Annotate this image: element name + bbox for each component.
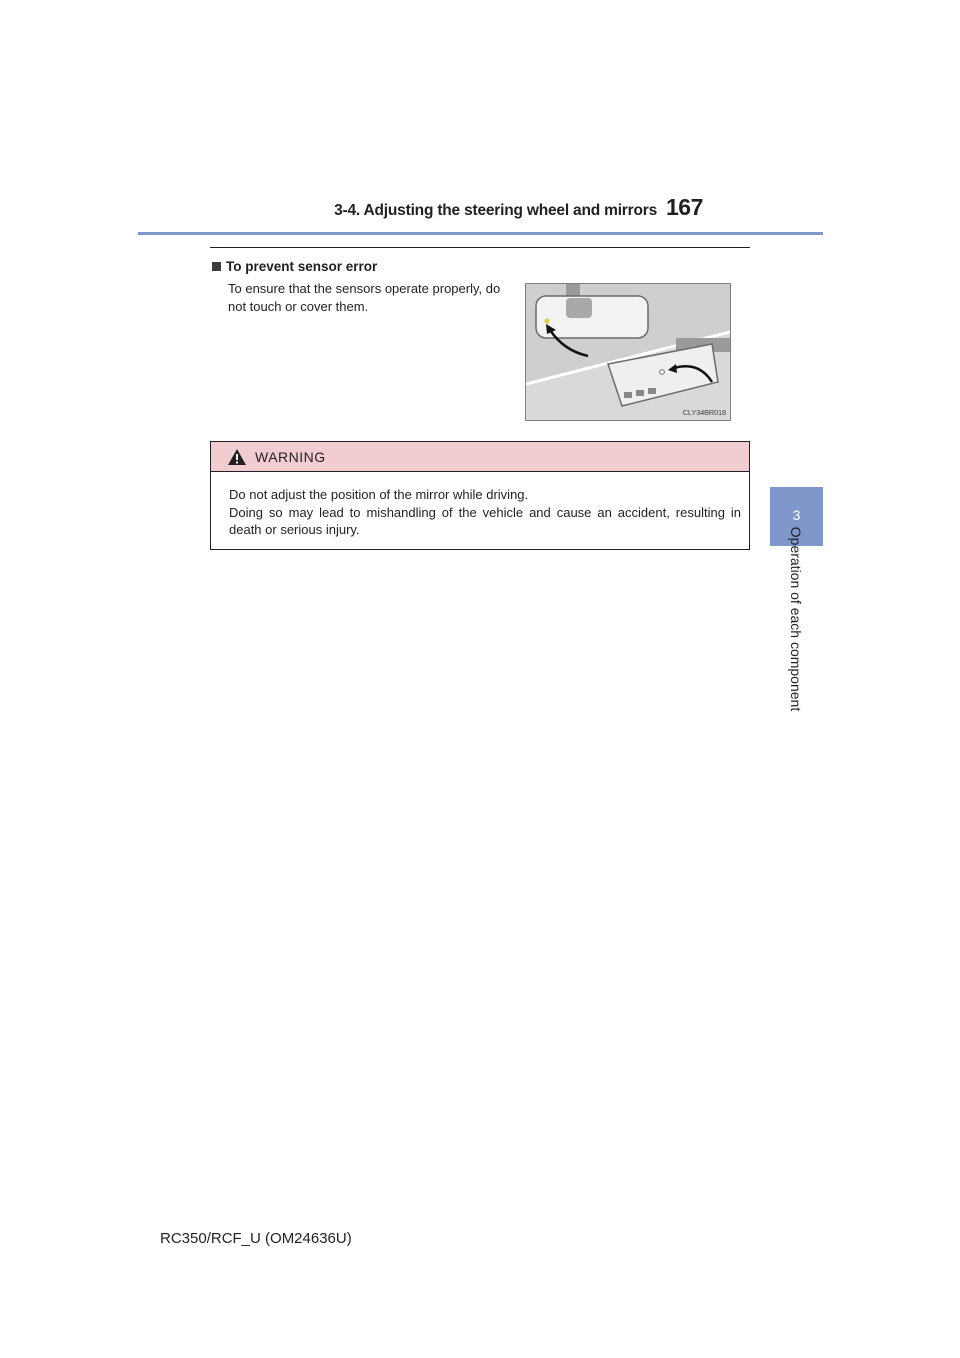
warning-body [229,486,741,539]
section-heading [212,259,377,274]
mirror-sensor-figure [525,283,731,421]
warning-header [211,442,749,472]
chapter-tab-number: 3 [792,507,801,523]
warning-line: Do not adjust the position of the mirror while driving. [229,487,529,502]
warning-title: WARNING [255,449,326,465]
warning-box [210,441,750,550]
rearview-mirror-sensor-illustration [526,284,730,420]
footer-document-id: RC350/RCF_U (OM24636U) [160,1230,352,1247]
header-rule [138,232,823,235]
page-number: 167 [666,194,703,220]
page-header-title: 3-4. Adjusting the steering wheel and mirrors [334,202,657,219]
warning-triangle-icon [227,448,247,466]
section-rule [210,247,750,248]
chapter-side-label: Operation of each component [788,526,804,712]
warning-line: Doing so may lead to mishandling of the vehicle and cause an accident, resulting in death or serious injury. [229,504,741,537]
figure-code: CLY34BR018 [682,408,726,417]
section-body-text: To ensure that the sensors operate properly, do not touch or cover them. [228,281,501,314]
section-heading-text: To prevent sensor error [226,259,378,274]
square-bullet-icon [212,262,221,271]
